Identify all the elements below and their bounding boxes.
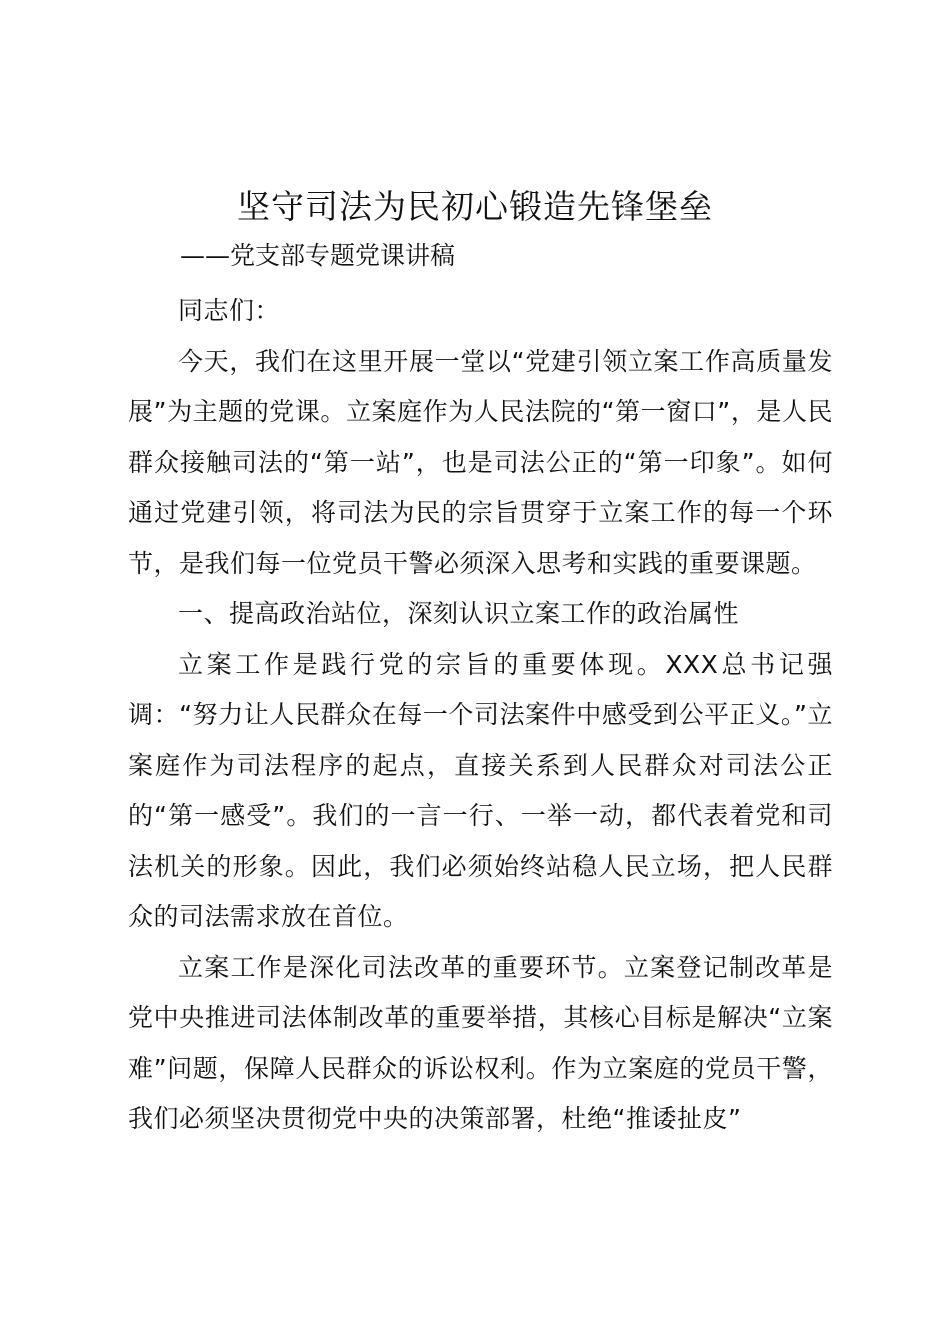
document-subtitle: ——党支部专题党课讲稿 — [180, 241, 456, 270]
document-body — [128, 286, 833, 1145]
paragraph-intro: 今天，我们在这里开展一堂以“党建引领立案工作高质量发展”为主题的党课。立案庭作为人民法院的“第一窗口”，是人民群众接触司法的“第一站”，也是司法公正的“第一印象”。如何通过党建引领，将司法为民的宗旨贯穿于立案工作的每一个环节，是我们每一位党员干警必须深入思考和实践的重要课题。 — [128, 346, 833, 578]
salutation: 同志们： — [178, 296, 281, 325]
section-heading-1: 一、提高政治站位，深刻认识立案工作的政治属性 — [178, 599, 740, 628]
document-title: 坚守司法为民初心锻造先锋堡垒 — [237, 187, 713, 226]
paragraph-section-1-a: 立案工作是践行党的宗旨的重要体现。XXX总书记强调：“努力让人民群众在每一个司法案件中感受到公平正义。”立案庭作为司法程序的起点，直接关系到人民群众对司法公正的“第一感受”。我们的一言一行、一举一动，都代表着党和司法机关的形象。因此，我们必须始终站稳人民立场，把人民群众的司法需求放在首位。 — [128, 649, 833, 931]
paragraph-section-1-b: 立案工作是深化司法改革的重要环节。立案登记制改革是党中央推进司法体制改革的重要举措，其核心目标是解决“立案难”问题，保障人民群众的诉讼权利。作为立案庭的党员干警，我们必须坚决贯彻党中央的决策部署，杜绝“推诿扯皮” — [128, 952, 833, 1133]
